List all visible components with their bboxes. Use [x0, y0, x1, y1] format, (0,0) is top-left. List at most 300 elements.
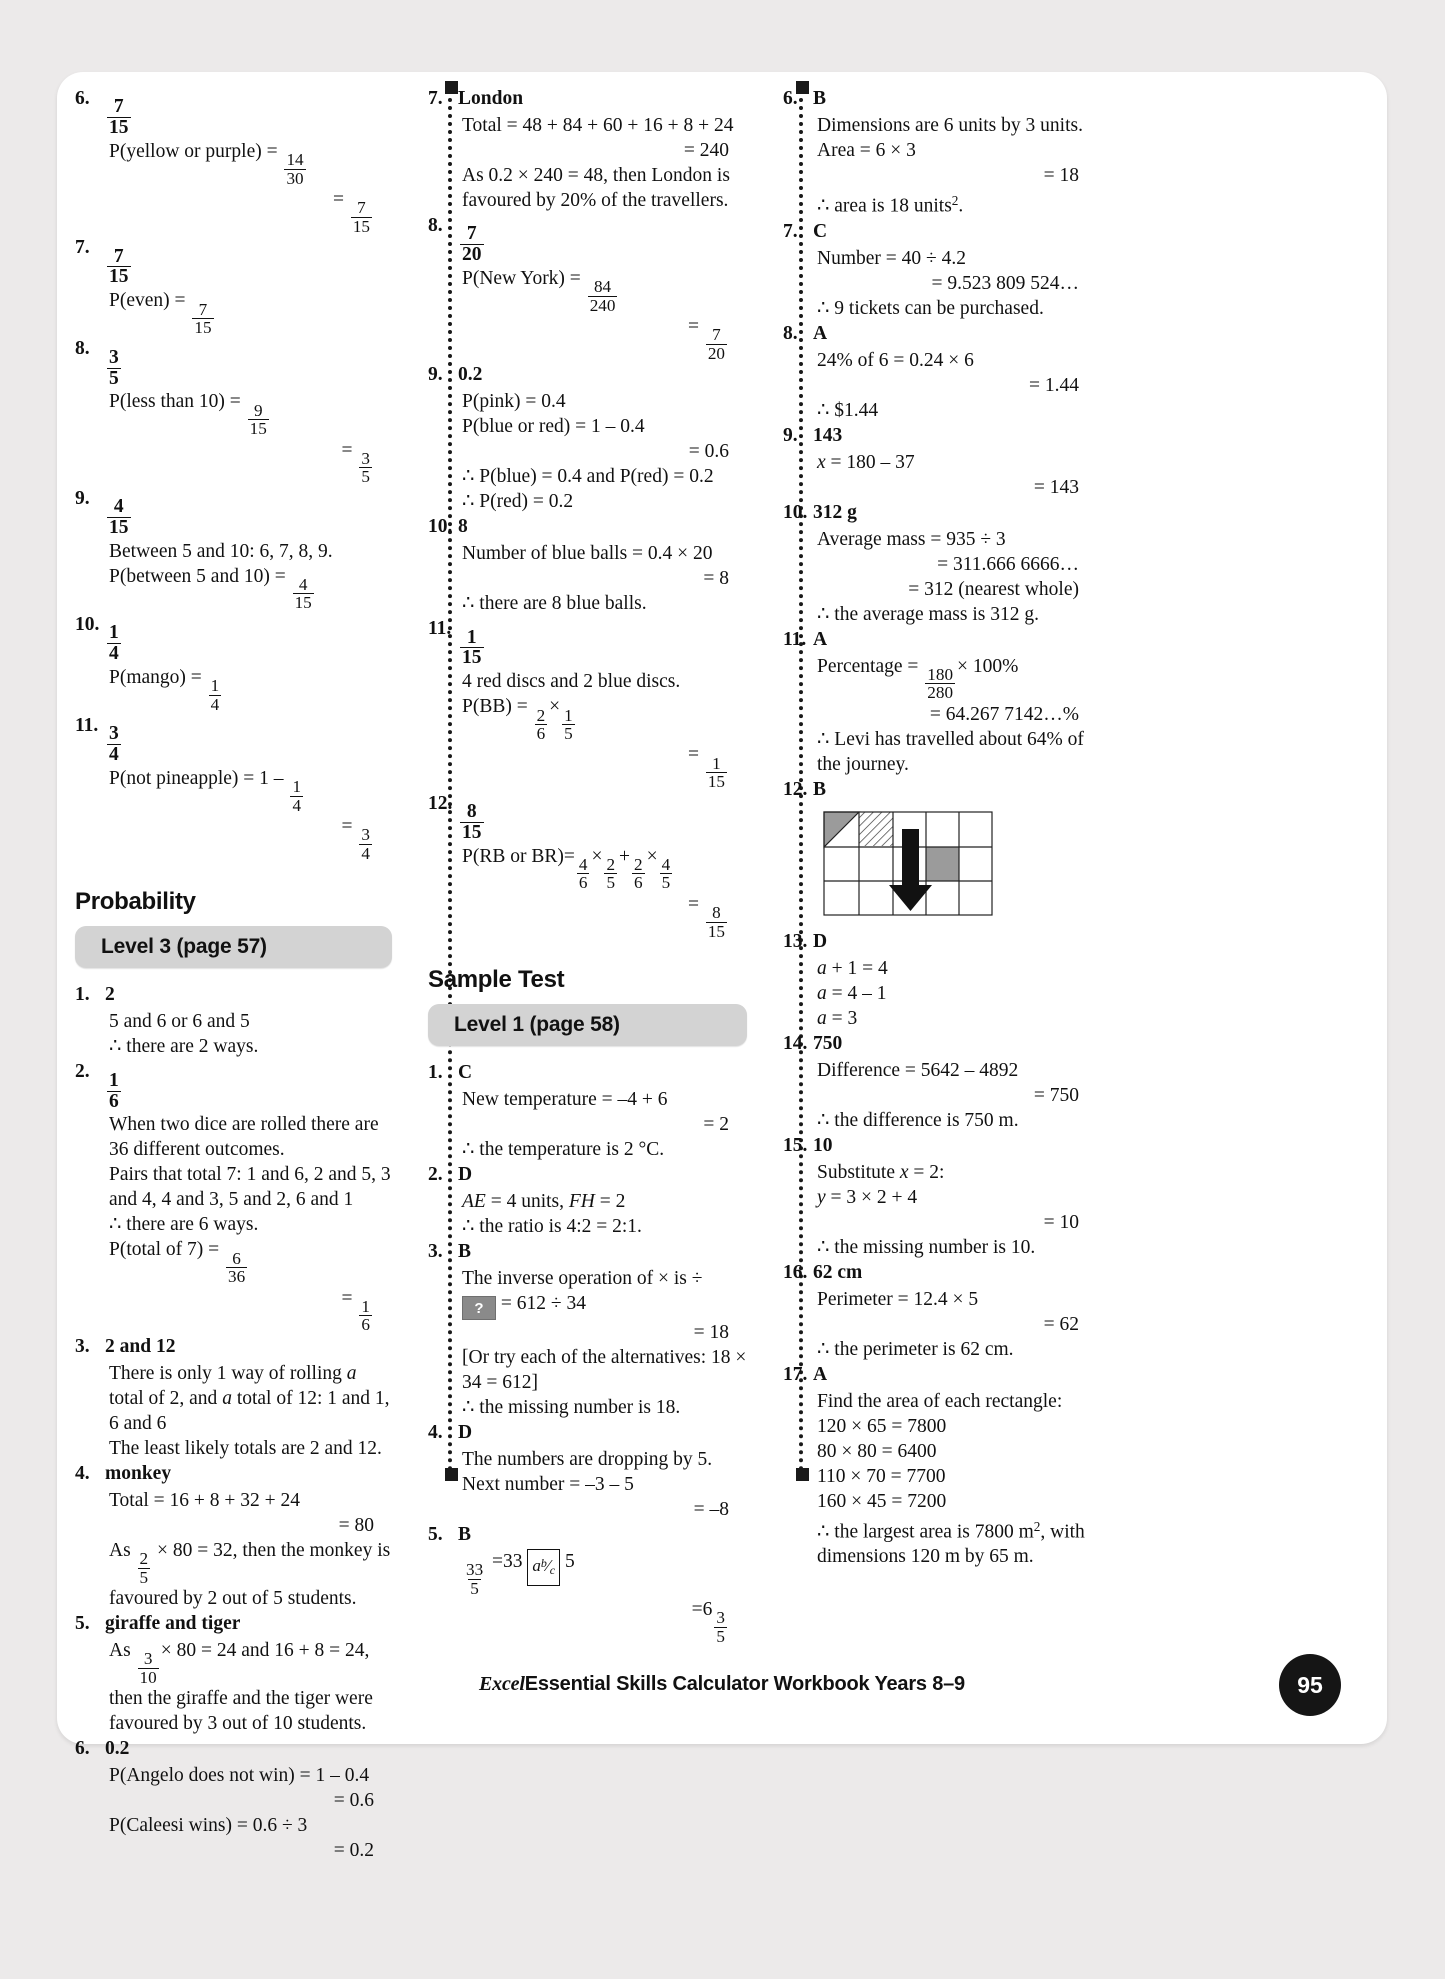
working-line: AE = 4 units, FH = 2 [462, 1191, 626, 1213]
answer-number: 14. [783, 1032, 808, 1054]
working-line: = 240 [683, 140, 729, 161]
fraction [706, 326, 727, 362]
fraction-denominator: 15 [109, 516, 129, 538]
fraction-numerator: 3 [361, 448, 370, 468]
answer-item [783, 500, 1097, 526]
fraction [562, 707, 575, 743]
fraction [706, 755, 727, 791]
answer-working [462, 113, 747, 213]
fraction [460, 224, 484, 265]
working-line: P(blue or red) = 1 – 0.4 [462, 416, 645, 438]
answer-item [75, 1059, 392, 1111]
answer-item [75, 235, 392, 287]
working-line: x = 180 – 37 [817, 451, 915, 473]
answer-column-1 [57, 72, 402, 1862]
working-line: = $\frac{1}{15}$ [687, 744, 725, 792]
answer-value: 10 [813, 1134, 833, 1156]
answer-value: 143 [813, 424, 843, 446]
answer-value: A [813, 628, 828, 650]
fraction-denominator: 4 [210, 694, 220, 714]
fraction-denominator: 10 [139, 1667, 157, 1687]
working-line: Average mass = 935 ÷ 3 [817, 528, 1006, 550]
fraction-denominator: 15 [352, 216, 370, 236]
working-line: ∴ P(red) = 0.2 [462, 491, 574, 513]
fraction-denominator: 5 [470, 1578, 479, 1598]
working-line: ∴ the missing number is 18. [462, 1397, 681, 1419]
answer-number: 17. [783, 1363, 808, 1385]
answer-working [109, 1112, 392, 1333]
answer-number: 1. [428, 1062, 443, 1084]
fraction [535, 707, 548, 743]
working-line: P(between 5 and 10) = $\frac{4}{15}$ [109, 565, 312, 613]
fraction [632, 856, 645, 892]
fraction [107, 247, 131, 288]
answer-item [75, 982, 392, 1008]
working-line: 80 × 80 = 6400 [817, 1440, 937, 1462]
level-bar-level3: Level 3 (page 57) [75, 926, 392, 968]
answer-value: B [458, 1241, 472, 1263]
fraction [107, 348, 121, 389]
working-line: P(pink) = 0.4 [462, 391, 566, 413]
fraction-numerator: 6 [232, 1248, 241, 1268]
working-line: Number = 40 ÷ 4.2 [817, 247, 966, 269]
answer-number: 4. [75, 1462, 90, 1484]
answer-value [105, 336, 123, 388]
fraction-denominator: 6 [109, 1090, 119, 1112]
fraction-numerator: 3 [109, 346, 119, 368]
answer-working [109, 539, 392, 612]
answer-value [458, 616, 486, 668]
answer-number: 10. [428, 516, 453, 538]
fraction-numerator: 3 [361, 825, 370, 845]
working-line: ∴ P(blue) = 0.4 and P(red) = 0.2 [462, 466, 714, 488]
fraction-denominator: 5 [606, 873, 616, 893]
answer-item [75, 612, 392, 664]
answer-item [75, 486, 392, 538]
answer-number: 11. [783, 628, 807, 650]
answer-item [75, 713, 392, 765]
level-bar-level1: Level 1 (page 58) [428, 1004, 747, 1046]
working-line: ∴ the temperature is 2 °C. [462, 1139, 665, 1161]
fraction-numerator: 3 [143, 1649, 153, 1669]
answer-item [75, 86, 392, 138]
fraction-denominator: 6 [361, 1315, 370, 1335]
answer-number: 12. [428, 792, 453, 814]
footer-brand: Excel [479, 1673, 525, 1695]
working-line: Area = 6 × 3 [817, 140, 916, 161]
fraction-denominator: 5 [564, 724, 573, 743]
fraction-denominator: 240 [589, 295, 616, 315]
fraction [192, 301, 213, 337]
answer-value: B [813, 778, 827, 800]
answer-number: 15. [783, 1134, 808, 1156]
fraction-denominator: 5 [109, 367, 119, 389]
answer-number: 8. [428, 215, 443, 236]
fraction [138, 1550, 151, 1586]
fraction [248, 402, 269, 438]
fraction-numerator: 8 [712, 903, 721, 923]
working-line: P(Angelo does not win) = 1 – 0.4 [109, 1765, 370, 1787]
fraction-numerator: 1 [109, 622, 119, 644]
answer-working [462, 1266, 747, 1420]
working-line: 24% of 6 = 0.24 × 6 [817, 349, 974, 371]
fraction [359, 1298, 372, 1334]
fraction-denominator: 15 [462, 647, 482, 669]
answer-value [458, 213, 486, 265]
answer-working [817, 1058, 1097, 1133]
working-line: = –8 [693, 1499, 729, 1521]
answer-working [109, 139, 392, 235]
question-key-icon: ? [462, 1296, 496, 1320]
working-line: ∴ the average mass is 312 g. [817, 603, 1039, 625]
answer-working [109, 665, 392, 713]
working-line: y = 3 × 2 + 4 [817, 1186, 918, 1208]
working-line: = 143 [1033, 476, 1079, 498]
answer-working [109, 1763, 392, 1863]
working-line: = $\frac{7}{15}$ [332, 189, 370, 236]
working-line: = 8 [703, 568, 729, 590]
page-footer [57, 1673, 1387, 1696]
fraction-numerator: 3 [716, 1608, 725, 1628]
working-line: = 0.6 [333, 1790, 374, 1812]
working-line: As 0.2 × 240 = 48, then London is favoured by 20% of the travellers. [462, 165, 730, 211]
answer-number: 6. [75, 1738, 90, 1760]
fraction-numerator: 7 [113, 96, 124, 118]
answer-item [428, 1162, 747, 1188]
answer-number: 1. [75, 984, 90, 1006]
working-line: Number of blue balls = 0.4 × 20 [462, 543, 713, 565]
fraction-denominator: 4 [109, 643, 119, 665]
fraction-numerator: 33 [466, 1560, 484, 1580]
answer-value [105, 612, 123, 664]
answer-item [783, 86, 1097, 112]
answer-value [105, 1059, 123, 1111]
answer-number: 8. [783, 322, 798, 344]
answer-value: London [458, 88, 524, 109]
working-line: As $\frac{2}{5}$ × 80 = 32, then the monkey is favoured by 2 out of 5 students. [109, 1539, 391, 1609]
working-line: = 18 [1043, 165, 1079, 186]
fraction-numerator: 1 [109, 1069, 119, 1091]
fraction-numerator: 1 [466, 626, 477, 648]
fraction-denominator: 6 [536, 724, 546, 743]
working-line: a + 1 = 4 [817, 957, 888, 979]
fraction-numerator: 4 [298, 575, 308, 594]
answer-list-level3 [75, 982, 392, 1863]
answer-working [462, 669, 747, 790]
fraction [290, 778, 303, 814]
working-line: a = 4 – 1 [817, 982, 887, 1004]
answer-item [783, 219, 1097, 245]
answer-value: D [458, 1422, 473, 1444]
answer-working [462, 1189, 747, 1239]
answer-item [428, 362, 747, 388]
answer-value: 62 cm [813, 1261, 863, 1283]
working-line: = 2 [703, 1114, 729, 1136]
working-line: 120 × 65 = 7800 [817, 1415, 947, 1437]
working-line: = 1.44 [1029, 374, 1079, 396]
topic-heading-sample-test: Sample Test [428, 966, 565, 994]
answer-working [109, 288, 392, 336]
answer-item [783, 321, 1097, 347]
fraction-denominator: 280 [927, 683, 954, 703]
working-line: ∴ there are 8 blue balls. [462, 593, 647, 615]
answer-list-sample-test [783, 86, 1097, 1569]
fraction-denominator: 5 [716, 1626, 725, 1646]
answer-item [428, 86, 747, 112]
fraction-numerator: 1 [292, 777, 302, 797]
answer-working [817, 654, 1097, 777]
answer-working [462, 389, 747, 514]
fraction-denominator: 15 [294, 593, 312, 613]
working-line: $\frac{33}{5}$ =33 $a^b⁄_c$ 5 [466, 1551, 575, 1598]
answer-value: 2 [105, 984, 115, 1006]
working-line: Substitute x = 2: [817, 1161, 945, 1183]
working-line: = 0.6 [688, 441, 729, 463]
answer-number: 2. [428, 1164, 443, 1186]
fraction-denominator: 15 [109, 117, 129, 139]
answer-working [462, 1447, 747, 1522]
answer-number: 9. [783, 424, 798, 446]
working-line: = 0.2 [333, 1840, 374, 1862]
fraction [660, 856, 673, 892]
fraction [925, 666, 955, 702]
fraction [460, 802, 484, 843]
working-line: = 9.523 809 524… [931, 272, 1079, 294]
working-line: ∴ the perimeter is 62 cm. [817, 1338, 1014, 1360]
working-line: 160 × 45 = 7200 [817, 1490, 947, 1512]
fraction-denominator: 5 [139, 1567, 149, 1587]
working-line: = 312 (nearest whole) [908, 578, 1079, 600]
working-line: P(even) = $\frac{7}{15}$ [109, 290, 212, 337]
answer-working [109, 389, 392, 485]
fraction-denominator: 15 [462, 821, 482, 843]
answer-number: 5. [75, 1613, 90, 1634]
answer-working [462, 844, 747, 940]
answer-value: 312 g [813, 501, 857, 523]
answer-working [462, 541, 747, 616]
fraction [359, 450, 372, 486]
fraction-denominator: 6 [578, 873, 588, 893]
fraction-numerator: 3 [109, 723, 119, 745]
working-line: The least likely totals are 2 and 12. [109, 1437, 382, 1459]
answer-value: monkey [105, 1462, 172, 1484]
answer-list-level1 [428, 1060, 747, 1645]
working-line: ∴ area is 18 units$^2$. [817, 193, 964, 217]
answer-item [428, 1239, 747, 1265]
working-line: = $\frac{1}{6}$ [341, 1287, 370, 1335]
fraction [107, 623, 121, 664]
answer-number: 3. [428, 1241, 443, 1263]
fraction-denominator: 4 [109, 744, 119, 766]
fraction [604, 856, 617, 892]
answer-working [109, 766, 392, 862]
answer-number: 13. [783, 930, 808, 952]
working-line: Total = 48 + 84 + 60 + 16 + 8 + 24 [462, 115, 734, 136]
answer-working [109, 1361, 392, 1461]
fraction-numerator: 180 [927, 664, 954, 684]
answer-value: 2 and 12 [105, 1335, 176, 1357]
working-line: When two dice are rolled there are 36 different outcomes. [109, 1114, 379, 1161]
fraction-denominator: 5 [361, 467, 370, 487]
answer-item [783, 1031, 1097, 1057]
working-line: = $\frac{7}{20}$ [687, 316, 725, 363]
grid-arrow-svg [823, 811, 1009, 919]
fraction [284, 151, 305, 187]
answer-number: 11. [428, 618, 452, 640]
fraction-numerator: 1 [564, 705, 573, 725]
fraction-numerator: 14 [286, 150, 304, 170]
working-line: = 62 [1043, 1313, 1079, 1335]
working-line: ∴ the largest area is 7800 $m^2$, with dimensions 120 m by 65 m. [817, 1518, 1085, 1568]
working-line: = 64.267 7142…% [929, 703, 1079, 725]
answer-item [75, 1334, 392, 1360]
answer-number: 10. [75, 613, 100, 635]
answer-number: 6. [75, 88, 90, 109]
working-line: 5 and 6 or 6 and 5 [109, 1011, 250, 1033]
working-line: Next number = –3 – 5 [462, 1474, 634, 1496]
fraction [359, 826, 372, 862]
answer-item [75, 1611, 392, 1637]
answer-column-3 [757, 72, 1107, 1744]
answer-value [105, 86, 133, 138]
working-line: There is only 1 way of rolling a total of 2, and a total of 12: 1 and 1, 6 and 6 [109, 1362, 390, 1434]
fraction-numerator: 4 [113, 496, 124, 518]
fraction [226, 1250, 247, 1286]
working-line: = 750 [1033, 1084, 1079, 1106]
answer-value [105, 235, 133, 287]
answer-item [783, 423, 1097, 449]
answer-value: giraffe and tiger [105, 1613, 241, 1634]
answer-item [783, 929, 1097, 955]
answer-number: 11. [75, 715, 99, 737]
fraction-numerator: 2 [139, 1549, 149, 1569]
fraction [706, 904, 727, 940]
fraction-numerator: 2 [536, 705, 546, 725]
answer-number: 8. [75, 338, 90, 360]
fraction-numerator: 1 [361, 1296, 370, 1316]
fraction-denominator: 36 [227, 1267, 246, 1287]
working-line: ? = 612 ÷ 34 [462, 1291, 747, 1320]
answer-working [817, 450, 1097, 500]
answer-number: 5. [428, 1524, 443, 1546]
fraction [464, 1561, 485, 1597]
working-line: P(not pineapple) = 1 – $\frac{1}{4}$ [109, 768, 302, 815]
working-line: a = 3 [817, 1007, 858, 1029]
answer-value: C [813, 220, 828, 242]
answer-working [462, 1549, 747, 1645]
answer-working [817, 246, 1097, 321]
answer-item [75, 336, 392, 388]
working-line: = $\frac{3}{5}$ [341, 439, 370, 487]
fraction-denominator: 4 [361, 843, 370, 863]
working-line: ∴ the missing number is 10. [817, 1236, 1036, 1258]
answer-item [783, 627, 1097, 653]
working-line: P(less than 10) = $\frac{9}{15}$ [109, 391, 267, 439]
answer-page [57, 72, 1387, 1862]
grid-arrow-diagram [823, 811, 1009, 919]
answer-item [428, 1522, 747, 1548]
answer-working [817, 1389, 1097, 1570]
working-line: Percentage = $\frac{180}{280}$ × 100% [817, 655, 1019, 703]
fraction-numerator: 84 [593, 277, 612, 297]
fraction-denominator: 15 [194, 318, 212, 337]
working-line: P(Caleesi wins) = 0.6 ÷ 3 [109, 1815, 308, 1837]
fraction-numerator: 4 [578, 854, 588, 874]
working-line: P(BB) = $\frac{2}{6}$ × $\frac{1}{5}$ [462, 696, 573, 743]
answer-value [105, 713, 123, 765]
answer-value: 0.2 [105, 1738, 130, 1760]
fraction-numerator: 4 [661, 854, 671, 874]
working-line: As $\frac{3}{10}$ × 80 = 24 and 16 + 8 = 24, then the giraffe and the tiger were favoured by 3 out of 10 students. [109, 1640, 373, 1735]
answer-number: 3. [75, 1335, 90, 1357]
working-line: [Or try each of the alternatives: 18 × 34 = 612] [462, 1347, 747, 1394]
answer-value: B [458, 1524, 472, 1546]
fraction-numerator: 8 [466, 800, 477, 822]
answer-number: 2. [75, 1061, 90, 1083]
answer-item [783, 1260, 1097, 1286]
fraction [107, 1071, 121, 1112]
answer-working [462, 266, 747, 362]
answer-number: 9. [428, 364, 443, 386]
answer-value: A [813, 1363, 828, 1385]
answer-working [817, 956, 1097, 1031]
answer-item [428, 791, 747, 843]
working-line: Total = 16 + 8 + 32 + 24 [109, 1489, 301, 1511]
working-line: P(New York) = $\frac{84}{240}$ [462, 267, 616, 315]
working-line: P(RB or BR)= $\frac{4}{6}$ × $\frac{2}{5}$ + $\frac{2}{6}$ × $\frac{4}{5}$ [462, 845, 671, 893]
answer-item [75, 1461, 392, 1487]
answer-value: C [458, 1062, 473, 1084]
working-line: ∴ the ratio is 4:2 = 2:1. [462, 1216, 642, 1238]
fraction-denominator: 15 [249, 419, 267, 439]
working-line: Find the area of each rectangle: [817, 1390, 1063, 1412]
working-line: Difference = 5642 – 4892 [817, 1059, 1019, 1081]
working-line: The numbers are dropping by 5. [462, 1449, 713, 1471]
fraction-numerator: 7 [466, 223, 477, 245]
answer-value [458, 791, 486, 843]
fraction [588, 278, 618, 314]
working-line: = 311.666 6666… [937, 553, 1079, 575]
fraction-numerator: 9 [253, 400, 263, 420]
fraction-numerator: 1 [210, 676, 220, 696]
working-line: ∴ $1.44 [817, 399, 879, 421]
answer-number: 7. [428, 88, 443, 109]
working-line: = 80 [338, 1514, 374, 1536]
answer-working [109, 1488, 392, 1611]
working-line: 4 red discs and 2 blue discs. [462, 671, 681, 693]
fraction-denominator: 15 [109, 266, 129, 288]
fraction-denominator: 20 [462, 244, 482, 266]
fraction-denominator: 15 [707, 772, 725, 792]
answer-working [817, 1287, 1097, 1362]
answer-number: 6. [783, 88, 798, 109]
answer-working [109, 1009, 392, 1059]
answer-item [783, 777, 1097, 803]
answer-item [75, 1736, 392, 1762]
working-line: ∴ Levi has travelled about 64% of the journey. [817, 728, 1084, 775]
fraction-numerator: 7 [357, 198, 366, 218]
fraction-denominator: 4 [292, 795, 302, 815]
answer-value: 750 [813, 1032, 843, 1054]
answer-working [817, 1160, 1097, 1260]
fraction [577, 856, 590, 892]
working-line: ∴ there are 6 ways. [109, 1214, 259, 1236]
working-line: Between 5 and 10: 6, 7, 8, 9. [109, 540, 333, 562]
answer-value: 0.2 [458, 364, 483, 386]
answer-value: A [813, 322, 828, 344]
fraction [351, 199, 372, 235]
working-line: ∴ 9 tickets can be purchased. [817, 297, 1044, 319]
